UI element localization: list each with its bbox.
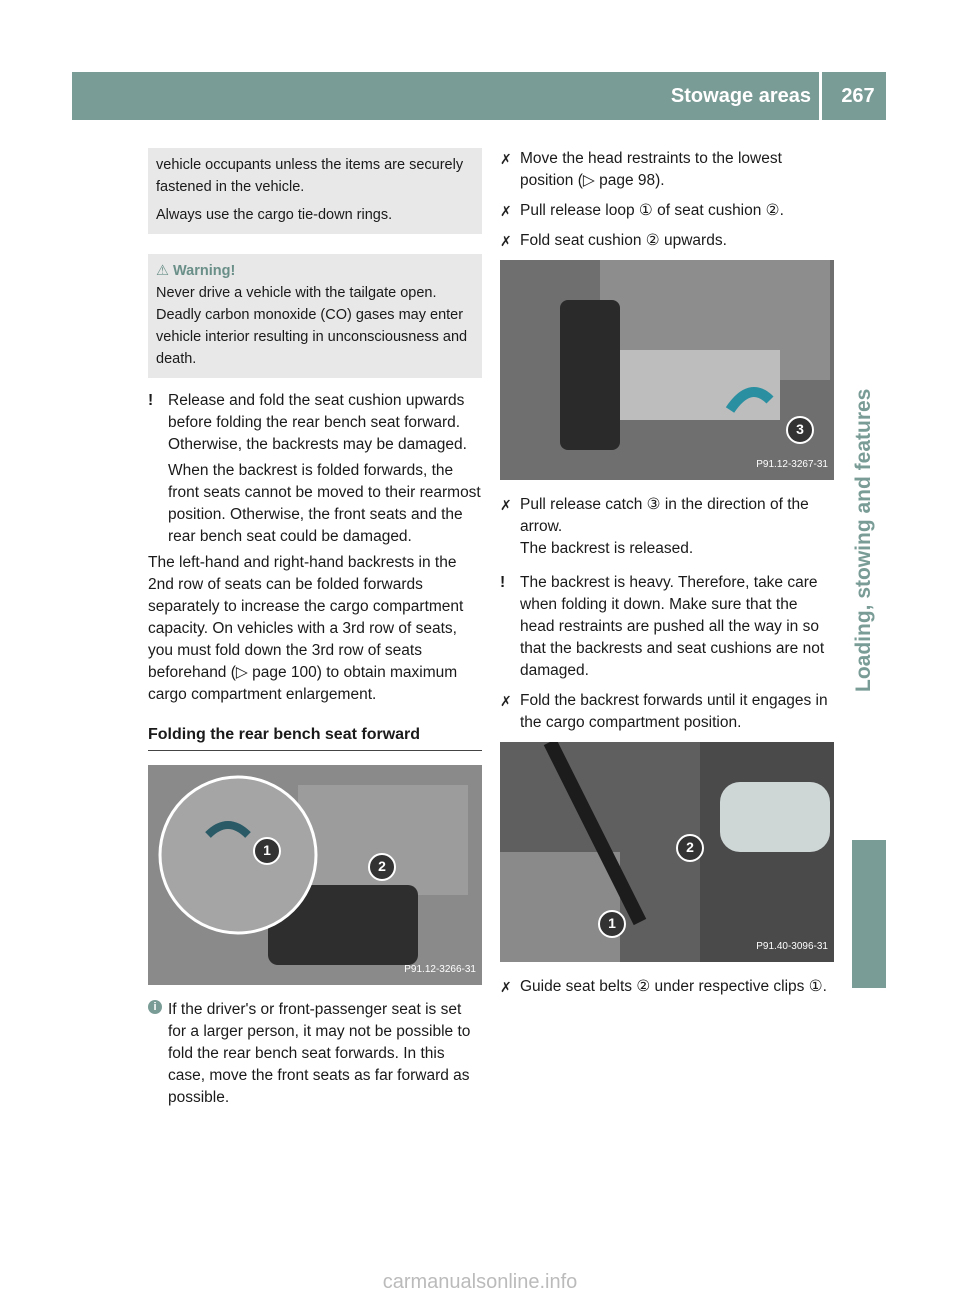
step-item (500, 200, 834, 222)
step-arrow-icon: ✗ (500, 233, 512, 249)
seat-photo-2-graphic (500, 260, 834, 480)
section-title: Stowage areas (671, 72, 822, 120)
step-text: Pull release loop ① of seat cushion ②. (520, 202, 784, 219)
image-caption: P91.12-3267-31 (756, 459, 828, 470)
chapter-tab (852, 840, 886, 988)
step-result: The backrest is released. (520, 540, 694, 557)
step-item (500, 230, 834, 252)
callout-2: 2 (676, 834, 704, 862)
note-block-2 (500, 572, 834, 682)
warning-icon: ⚠ (156, 263, 169, 279)
seat-photo-1 (148, 765, 482, 985)
step-text: Guide seat belts ② under respective clips ①. (520, 978, 827, 995)
step-text: Fold seat cushion ② upwards. (520, 232, 727, 249)
info-block (148, 999, 482, 1109)
caution-text-2: Always use the cargo tie-down rings. (156, 207, 393, 223)
step-arrow-icon: ✗ (500, 979, 512, 995)
step-item (500, 690, 834, 734)
caution-text: vehicle occupants unless the items are securely fastened in the vehicle. (156, 157, 464, 195)
step-text: Fold the backrest forwards until it engages in the cargo compartment position. (520, 692, 828, 731)
exclamation-icon: ! (148, 392, 154, 409)
step-item (500, 976, 834, 998)
step-arrow-icon: ✗ (500, 203, 512, 219)
callout-2: 2 (368, 853, 396, 881)
step-text: Move the head restraints to the lowest position (▷ page 98). (520, 150, 782, 189)
page-header (72, 72, 886, 120)
image-caption: P91.40-3096-31 (756, 941, 828, 952)
note-text: The backrest is heavy. Therefore, take care when folding it down. Make sure that the head restraints are pushed all the way in so that the backrests and seat cushions are not damaged. (520, 574, 825, 679)
left-column (148, 148, 482, 1109)
seatbelt-photo-graphic (500, 742, 834, 962)
exclamation-icon: ! (500, 574, 506, 591)
info-text: If the driver's or front-passenger seat is set for a larger person, it may not be possible to fold the rear bench seat forwards. In this case, move the front seats as far forward as possible. (168, 1001, 471, 1106)
seat-photo-2 (500, 260, 834, 480)
watermark: carmanualsonline.info (382, 1271, 578, 1293)
seat-photo-1-graphic (148, 765, 482, 985)
page-number: 267 (841, 85, 875, 107)
step-item (500, 494, 834, 560)
warning-box (148, 254, 482, 378)
chapter-label: Loading, stowing and features (852, 388, 875, 692)
step-arrow-icon: ✗ (500, 497, 512, 513)
warning-text: Never drive a vehicle with the tailgate open. Deadly carbon monoxide (CO) gases may enter vehicle interior resulting in unconsciousness and death. (156, 285, 468, 367)
callout-3: 3 (786, 416, 814, 444)
right-column (500, 148, 834, 1006)
warning-title (156, 260, 474, 282)
body-paragraph: The left-hand and right-hand backrests in the 2nd row of seats can be folded forwards separately to increase the cargo compartment capacity. On vehicles with a 3rd row of seats, you must fold down the 3rd row of seats beforehand (▷ page 100) to obtain maximum cargo compartment enlargement. (148, 554, 464, 703)
step-text: Pull release catch ③ in the direction of the arrow. (520, 496, 809, 535)
note-text: Release and fold the seat cushion upwards before folding the rear bench seat forward. Otherwise, the backrests may be damaged. (168, 392, 467, 453)
step-arrow-icon: ✗ (500, 693, 512, 709)
step-arrow-icon: ✗ (500, 151, 512, 167)
note-text-2: When the backrest is folded forwards, the front seats cannot be moved to their rearmost position. Otherwise, the front seats and the rear bench seat could be damaged. (168, 462, 481, 545)
note-block (148, 390, 482, 548)
image-caption: P91.12-3266-31 (404, 964, 476, 975)
section-heading: Folding the rear bench seat forward (148, 724, 482, 751)
info-icon: i (148, 1000, 162, 1014)
callout-1: 1 (598, 910, 626, 938)
warning-title-text: Warning! (173, 263, 236, 279)
caution-box (148, 148, 482, 234)
step-item (500, 148, 834, 192)
callout-1: 1 (253, 837, 281, 865)
seatbelt-photo (500, 742, 834, 962)
